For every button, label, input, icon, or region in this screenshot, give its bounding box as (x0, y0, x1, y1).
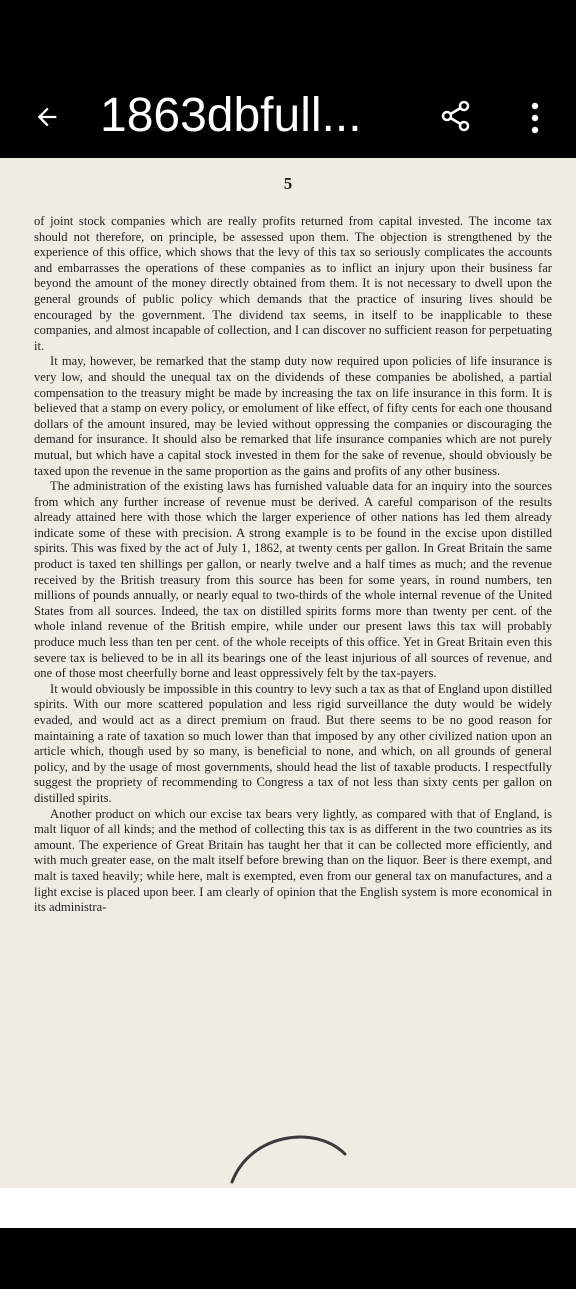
document-title: 1863dbfull... (100, 89, 362, 142)
page-number: 5 (283, 174, 293, 193)
paragraph: It would obviously be impossible in this country to levy such a tax as that of England upon distilled spirits. With our more scattered population and less rigid surveillance the duty would be widely evaded, and would act as a direct premium on fraud. But there seems to be no good reason for maintaining a rate of taxation so much lower than that imposed by any other civilized nation upon an article which, though used by so many, is beneficial to none, and which, on all grounds of general policy, and by the usage of most governments, should head the list of taxable products. I respectfully suggest the propriety of recommending to Congress a tax of not less than sixty cents per gallon on distilled spirits. (34, 681, 552, 805)
scan-smudge-mark (220, 1124, 350, 1184)
page-viewer[interactable] (0, 158, 576, 1188)
next-page-area (0, 1228, 576, 1289)
page-gap (0, 1188, 576, 1228)
app-bar (0, 0, 576, 160)
paragraph: Another product on which our excise tax bears very lightly, as compared with that of England, is malt liquor of all kinds; and the method of collecting this tax is as different in the two countries as its amount. The experience of Great Britain has taught her that it can be collected more efficiently, and with much greater ease, on the malt itself before brewing than on the liquor. Beer is there exempt, and malt is taxed heavily; while here, malt is exempted, even from our general tax on manufactures, and a light excise is placed upon beer. I am clearly of opinion that the English system is more economical in its administra- (34, 806, 552, 915)
page-body-text (34, 214, 552, 916)
paragraph: of joint stock companies which are really profits returned from capital invested. The income tax should not therefore, on principle, be assessed upon them. The objection is strengthened by the experience of this office, which shows that the levy of this tax so seriously complicates the accounts and embarrasses the operations of these companies as to inflict an injury upon their business far beyond the amount of the money directly obtained from them. It is not necessary to dwell upon the general grounds of public policy which demands that the practice of insuring lives should be encouraged by the government. The dividend tax seems, in itself to be inapplicable to these companies, and almost incapable of collection, and I can discover no sufficient reason for perpetuating it. (34, 214, 552, 353)
more-options-button[interactable] (520, 98, 550, 138)
arrow-left-icon (33, 103, 61, 131)
share-button[interactable] (438, 98, 474, 134)
paragraph: It may, however, be remarked that the stamp duty now required upon policies of life insurance is very low, and should the unequal tax on the dividends of these companies be abolished, a partial compensation to the treasury might be made by increasing the tax on life insurance in this form. It is believed that a stamp on every policy, or emolument of like effect, of fifty cents for each one thousand dollars of the amount insured, may be levied without oppressing the companies or discouraging the demand for insurance. It should also be remarked that life insurance companies which are not purely mutual, but which have a capital stock invested in them for the sake of revenue, should obviously be taxed upon the revenue in the same proportion as the gains and profits of any other business. (34, 354, 552, 478)
back-button[interactable] (30, 100, 64, 134)
more-vert-icon (520, 98, 550, 138)
paragraph: The administration of the existing laws has furnished valuable data for an inquiry into the sources from which any further increase of revenue must be derived. A careful comparison of the results already attained here with those which the larger experience of other nations has led them already indicate some of these with precision. A strong example is to be found in the excise upon distilled spirits. This was fixed by the act of July 1, 1862, at twenty cents per gallon. In Great Britain the same product is taxed ten shillings per gallon, or nearly twelve and a half times as much; and the revenue received by the British treasury from this source has been for some years, in round numbers, ten millions of pounds annually, or nearly equal to two-thirds of the whole internal revenue of the United States from all sources. Indeed, the tax on distilled spirits forms more than twenty per cent. of the whole inland revenue of the British empire, while under our present laws this tax will probably produce much less than ten per cent. of the whole receipts of this office. Yet in Great Britain even this severe tax is believed to be in all its bearings one of the least injurious of all sources of revenue, and one of those most cheerfully borne and least oppressively felt by the tax-payers. (34, 479, 552, 681)
scanned-page (0, 158, 576, 1188)
share-icon (438, 98, 474, 134)
